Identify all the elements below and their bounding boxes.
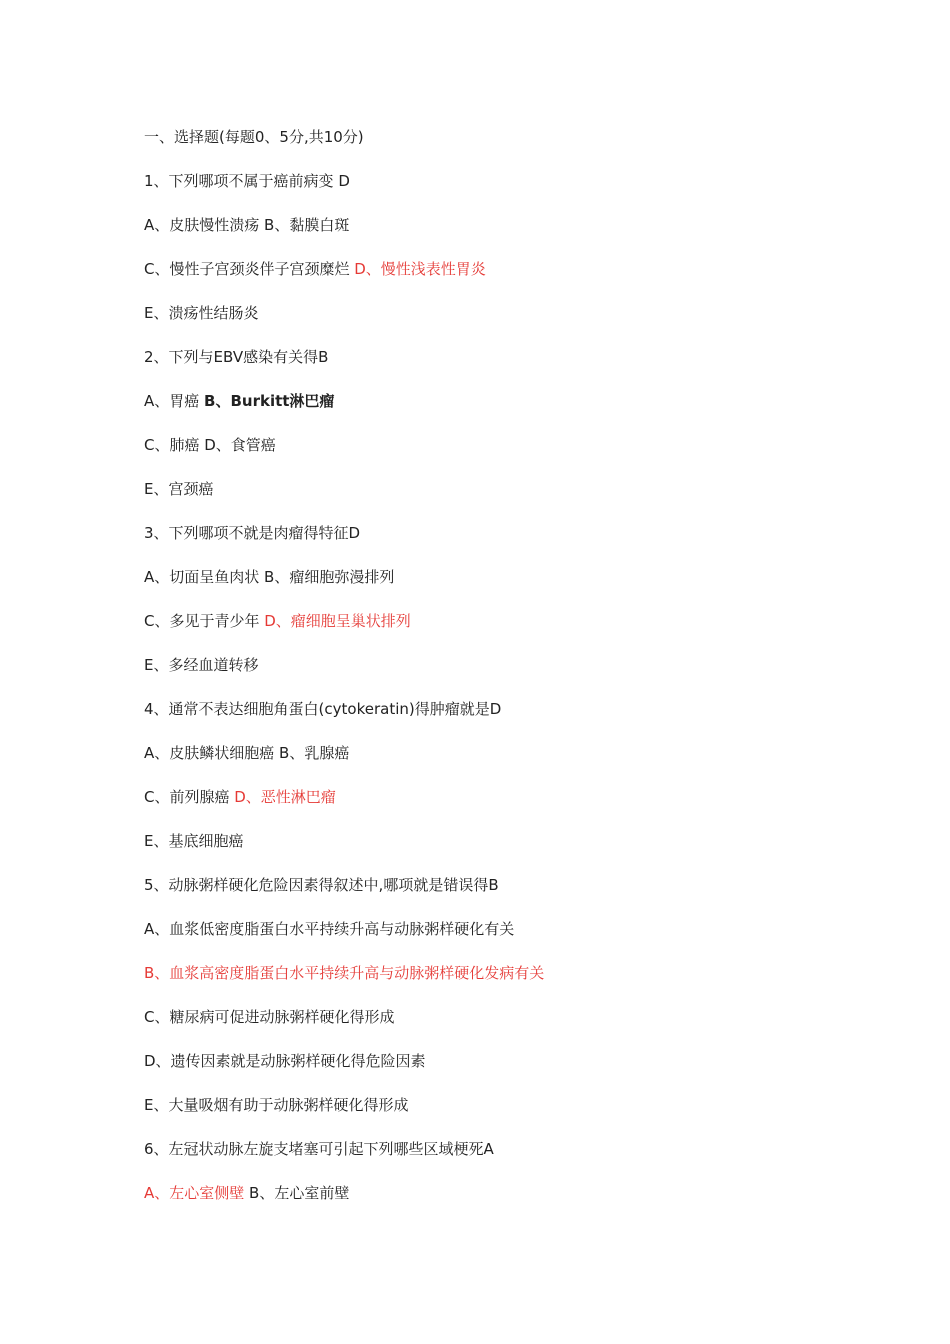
line-text: 3、下列哪项不就是肉瘤得特征D (144, 524, 361, 542)
text-line (144, 608, 844, 652)
line-text: A、胃癌 (144, 392, 205, 410)
text-line (144, 168, 844, 212)
text-line (144, 344, 844, 388)
line-text: 1、下列哪项不属于癌前病变 D (144, 172, 350, 190)
line-text: A、皮肤慢性溃疡 B、黏膜白斑 (144, 216, 350, 234)
text-line (144, 916, 844, 960)
line-text: 4、通常不表达细胞角蛋白(cytokeratin)得肿瘤就是D (144, 700, 502, 718)
line-text: E、大量吸烟有助于动脉粥样硬化得形成 (144, 1096, 409, 1114)
text-line (144, 784, 844, 828)
line-text: A、皮肤鳞状细胞癌 B、乳腺癌 (144, 744, 350, 762)
text-line (144, 1180, 844, 1224)
line-text: C、慢性子宫颈炎伴子宫颈糜烂 (144, 260, 355, 278)
text-line (144, 388, 844, 432)
line-text: B、左心室前壁 (244, 1184, 350, 1202)
text-line (144, 212, 844, 256)
question-list (144, 168, 844, 1224)
text-line (144, 1004, 844, 1048)
answer-highlight: B、血浆高密度脂蛋白水平持续升高与动脉粥样硬化发病有关 (144, 964, 545, 982)
text-line (144, 696, 844, 740)
text-line (144, 476, 844, 520)
line-text: C、糖尿病可促进动脉粥样硬化得形成 (144, 1008, 395, 1026)
text-line (144, 432, 844, 476)
text-line (144, 520, 844, 564)
line-text: E、溃疡性结肠炎 (144, 304, 259, 322)
text-line (144, 740, 844, 784)
text-line (144, 960, 844, 1004)
text-line (144, 1136, 844, 1180)
text-line (144, 1092, 844, 1136)
section-heading: 一、选择题(每题0、5分,共10分) (144, 128, 364, 146)
bold-text: B、Burkitt淋巴瘤 (204, 392, 335, 410)
line-text: E、宫颈癌 (144, 480, 214, 498)
line-text: 2、下列与EBV感染有关得B (144, 348, 329, 366)
text-line (144, 564, 844, 608)
line-text: C、肺癌 D、食管癌 (144, 436, 276, 454)
text-line (144, 828, 844, 872)
line-text: A、血浆低密度脂蛋白水平持续升高与动脉粥样硬化有关 (144, 920, 515, 938)
document-page (144, 124, 844, 1224)
text-line (144, 652, 844, 696)
line-text: E、多经血道转移 (144, 656, 259, 674)
line-text: A、切面呈鱼肉状 B、瘤细胞弥漫排列 (144, 568, 395, 586)
answer-highlight: D、恶性淋巴瘤 (234, 788, 336, 806)
text-line (144, 300, 844, 344)
line-text: C、多见于青少年 (144, 612, 265, 630)
line-text: D、遗传因素就是动脉粥样硬化得危险因素 (144, 1052, 426, 1070)
text-line (144, 872, 844, 916)
answer-highlight: D、慢性浅表性胃炎 (354, 260, 486, 278)
line-text: 5、动脉粥样硬化危险因素得叙述中,哪项就是错误得B (144, 876, 499, 894)
line-text: E、基底细胞癌 (144, 832, 244, 850)
line-text: 6、左冠状动脉左旋支堵塞可引起下列哪些区域梗死A (144, 1140, 494, 1158)
answer-highlight: D、瘤细胞呈巢状排列 (264, 612, 411, 630)
line-text: C、前列腺癌 (144, 788, 235, 806)
text-line (144, 256, 844, 300)
answer-highlight: A、左心室侧壁 (144, 1184, 245, 1202)
text-line (144, 1048, 844, 1092)
